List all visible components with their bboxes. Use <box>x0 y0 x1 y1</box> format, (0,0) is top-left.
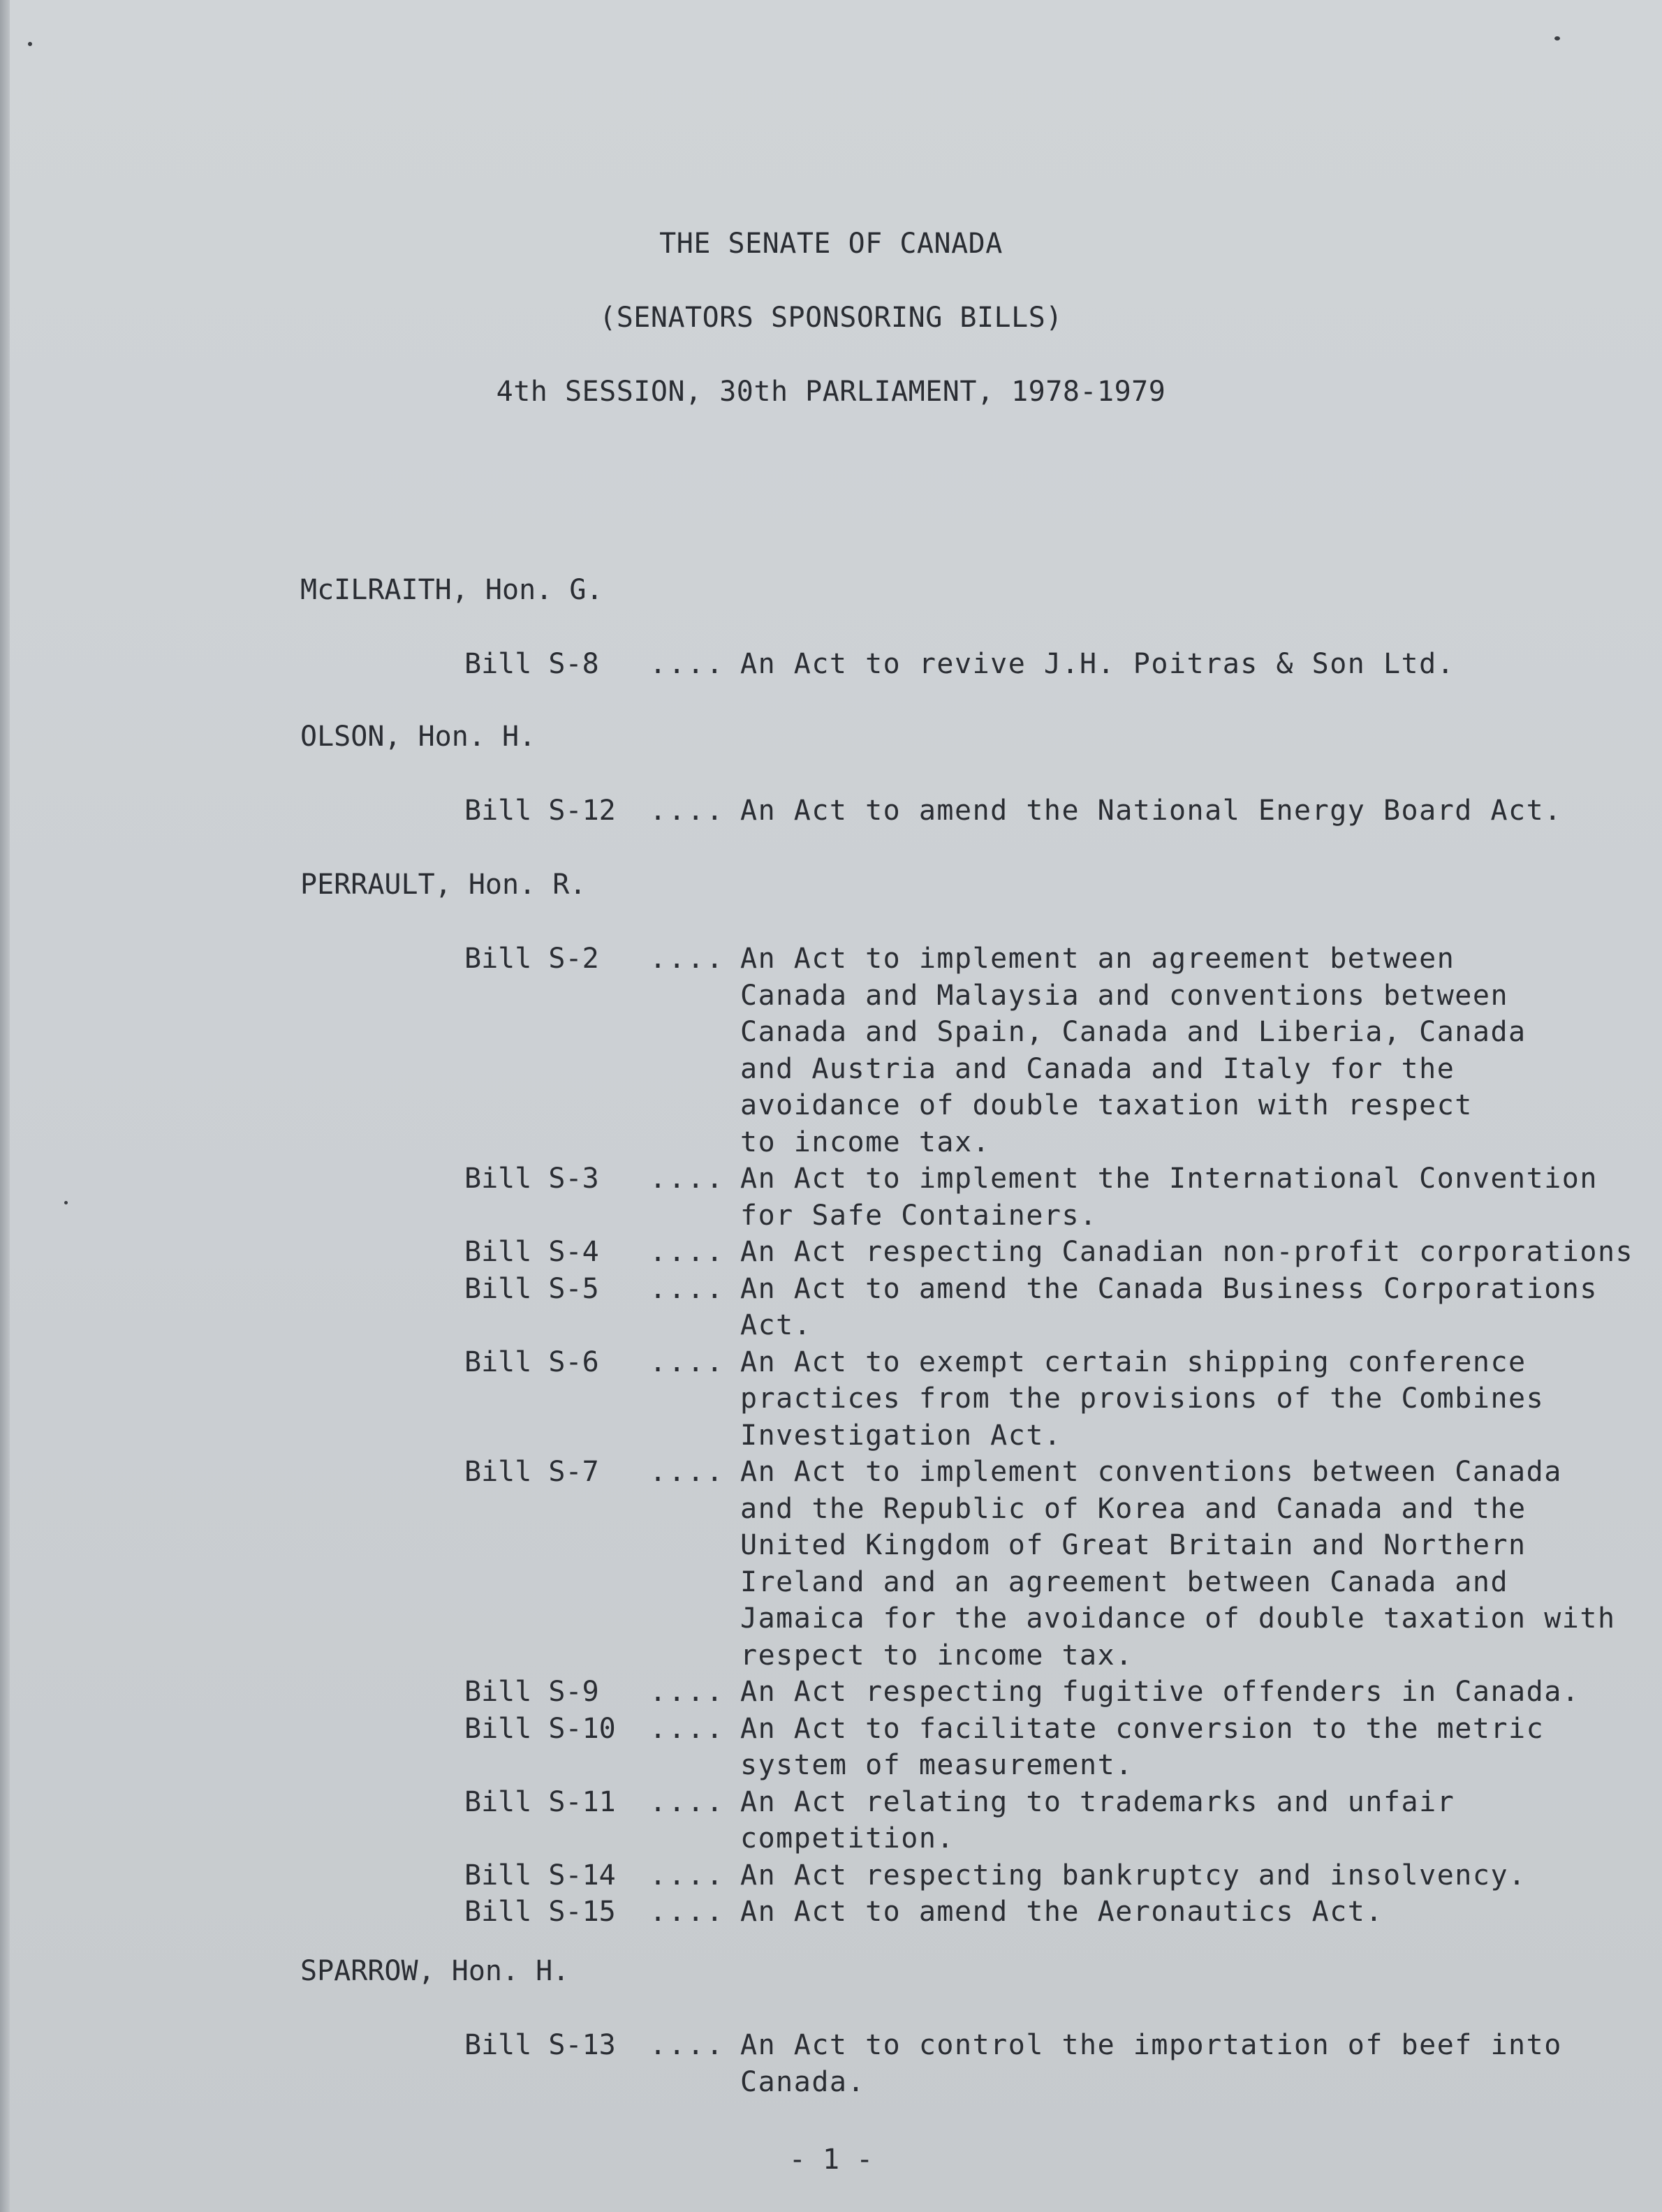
leader-dots: .... <box>649 1272 726 1305</box>
bill-description-line: An Act to amend the Canada Business Corporations <box>740 1272 1598 1305</box>
senator-name: PERRAULT, Hon. R. <box>300 869 587 901</box>
bill-number: Bill S-5 <box>464 1272 599 1305</box>
bill-description-line: An Act to control the importation of beef into <box>740 2029 1562 2061</box>
bill-number: Bill S-3 <box>464 1163 599 1195</box>
leader-dots: .... <box>649 1676 726 1708</box>
bill-number: Bill S-7 <box>464 1456 599 1488</box>
leader-dots: .... <box>649 795 726 827</box>
leader-dots: .... <box>649 1456 726 1488</box>
bill-description-line: Investigation Act. <box>740 1419 1062 1452</box>
leader-dots: .... <box>649 648 726 680</box>
bill-description-line: and the Republic of Korea and Canada and the <box>740 1492 1527 1525</box>
bill-description-line: An Act to implement the International Convention <box>740 1163 1598 1195</box>
leader-dots: .... <box>649 1345 726 1378</box>
page-number: - 1 - <box>788 2144 874 2176</box>
leader-dots: .... <box>649 943 726 975</box>
bill-description-line: respect to income tax. <box>740 1639 1133 1672</box>
bill-description-line: to income tax. <box>740 1126 991 1158</box>
leader-dots: .... <box>649 2029 726 2061</box>
bill-description-line: An Act to facilitate conversion to the metric <box>740 1712 1545 1745</box>
bill-description-line: An Act to amend the Aeronautics Act. <box>740 1896 1383 1928</box>
bill-description-line: An Act to implement conventions between Canada <box>740 1456 1562 1488</box>
senator-name: OLSON, Hon. H. <box>300 721 536 753</box>
leader-dots: .... <box>649 1712 726 1745</box>
bill-description-line: for Safe Containers. <box>740 1199 1098 1232</box>
bill-description-line: Canada and Spain, Canada and Liberia, Canada <box>740 1016 1527 1048</box>
bill-number: Bill S-4 <box>464 1236 599 1268</box>
leader-dots: .... <box>649 1785 726 1818</box>
session-line: 4th SESSION, 30th PARLIAMENT, 1978-1979 <box>496 376 1166 408</box>
bill-description-line: Ireland and an agreement between Canada and <box>740 1565 1509 1598</box>
senator-name: McILRAITH, Hon. G. <box>300 574 603 606</box>
bill-description-line: An Act to implement an agreement between <box>740 943 1455 975</box>
bill-number: Bill S-10 <box>464 1712 616 1745</box>
bill-number: Bill S-6 <box>464 1345 599 1378</box>
bill-number: Bill S-2 <box>464 943 599 975</box>
bill-description-line: An Act relating to trademarks and unfair <box>740 1785 1455 1818</box>
bill-description-line: avoidance of double taxation with respect <box>740 1089 1473 1121</box>
bill-description-line: An Act respecting bankruptcy and insolvency. <box>740 1859 1527 1892</box>
bill-description-line: An Act respecting Canadian non-profit corporations <box>740 1236 1634 1268</box>
leader-dots: .... <box>649 1163 726 1195</box>
leader-dots: .... <box>649 1236 726 1268</box>
bill-description-line: system of measurement. <box>740 1749 1133 1781</box>
leader-dots: .... <box>649 1896 726 1928</box>
bill-description-line: and Austria and Canada and Italy for the <box>740 1052 1455 1085</box>
bill-number: Bill S-14 <box>464 1859 616 1892</box>
bill-description-line: An Act to amend the National Energy Board Act. <box>740 795 1562 827</box>
document-subtitle: (SENATORS SPONSORING BILLS) <box>599 302 1063 334</box>
bill-number: Bill S-9 <box>464 1676 599 1708</box>
scan-speck <box>28 42 32 46</box>
bill-description-line: Canada and Malaysia and conventions between <box>740 979 1509 1012</box>
bill-description-line: An Act respecting fugitive offenders in Canada. <box>740 1676 1580 1708</box>
document-title: THE SENATE OF CANADA <box>659 228 1003 260</box>
bill-number: Bill S-12 <box>464 795 616 827</box>
leader-dots: .... <box>649 1859 726 1892</box>
bill-description-line: Canada. <box>740 2065 866 2098</box>
scan-speck <box>1554 36 1560 40</box>
bill-description-line: practices from the provisions of the Combines <box>740 1382 1545 1415</box>
bill-number: Bill S-8 <box>464 648 599 680</box>
bill-number: Bill S-11 <box>464 1785 616 1818</box>
bill-description-line: An Act to exempt certain shipping conference <box>740 1345 1527 1378</box>
bill-number: Bill S-13 <box>464 2029 616 2061</box>
bill-description-line: Jamaica for the avoidance of double taxation with <box>740 1602 1616 1635</box>
bill-description-line: Act. <box>740 1309 812 1341</box>
scan-speck <box>64 1201 68 1204</box>
bill-number: Bill S-15 <box>464 1896 616 1928</box>
bill-description-line: United Kingdom of Great Britain and Northern <box>740 1529 1527 1561</box>
bill-description-line: competition. <box>740 1822 955 1855</box>
bill-description-line: An Act to revive J.H. Poitras & Son Ltd. <box>740 648 1455 680</box>
senator-name: SPARROW, Hon. H. <box>300 1955 570 1987</box>
